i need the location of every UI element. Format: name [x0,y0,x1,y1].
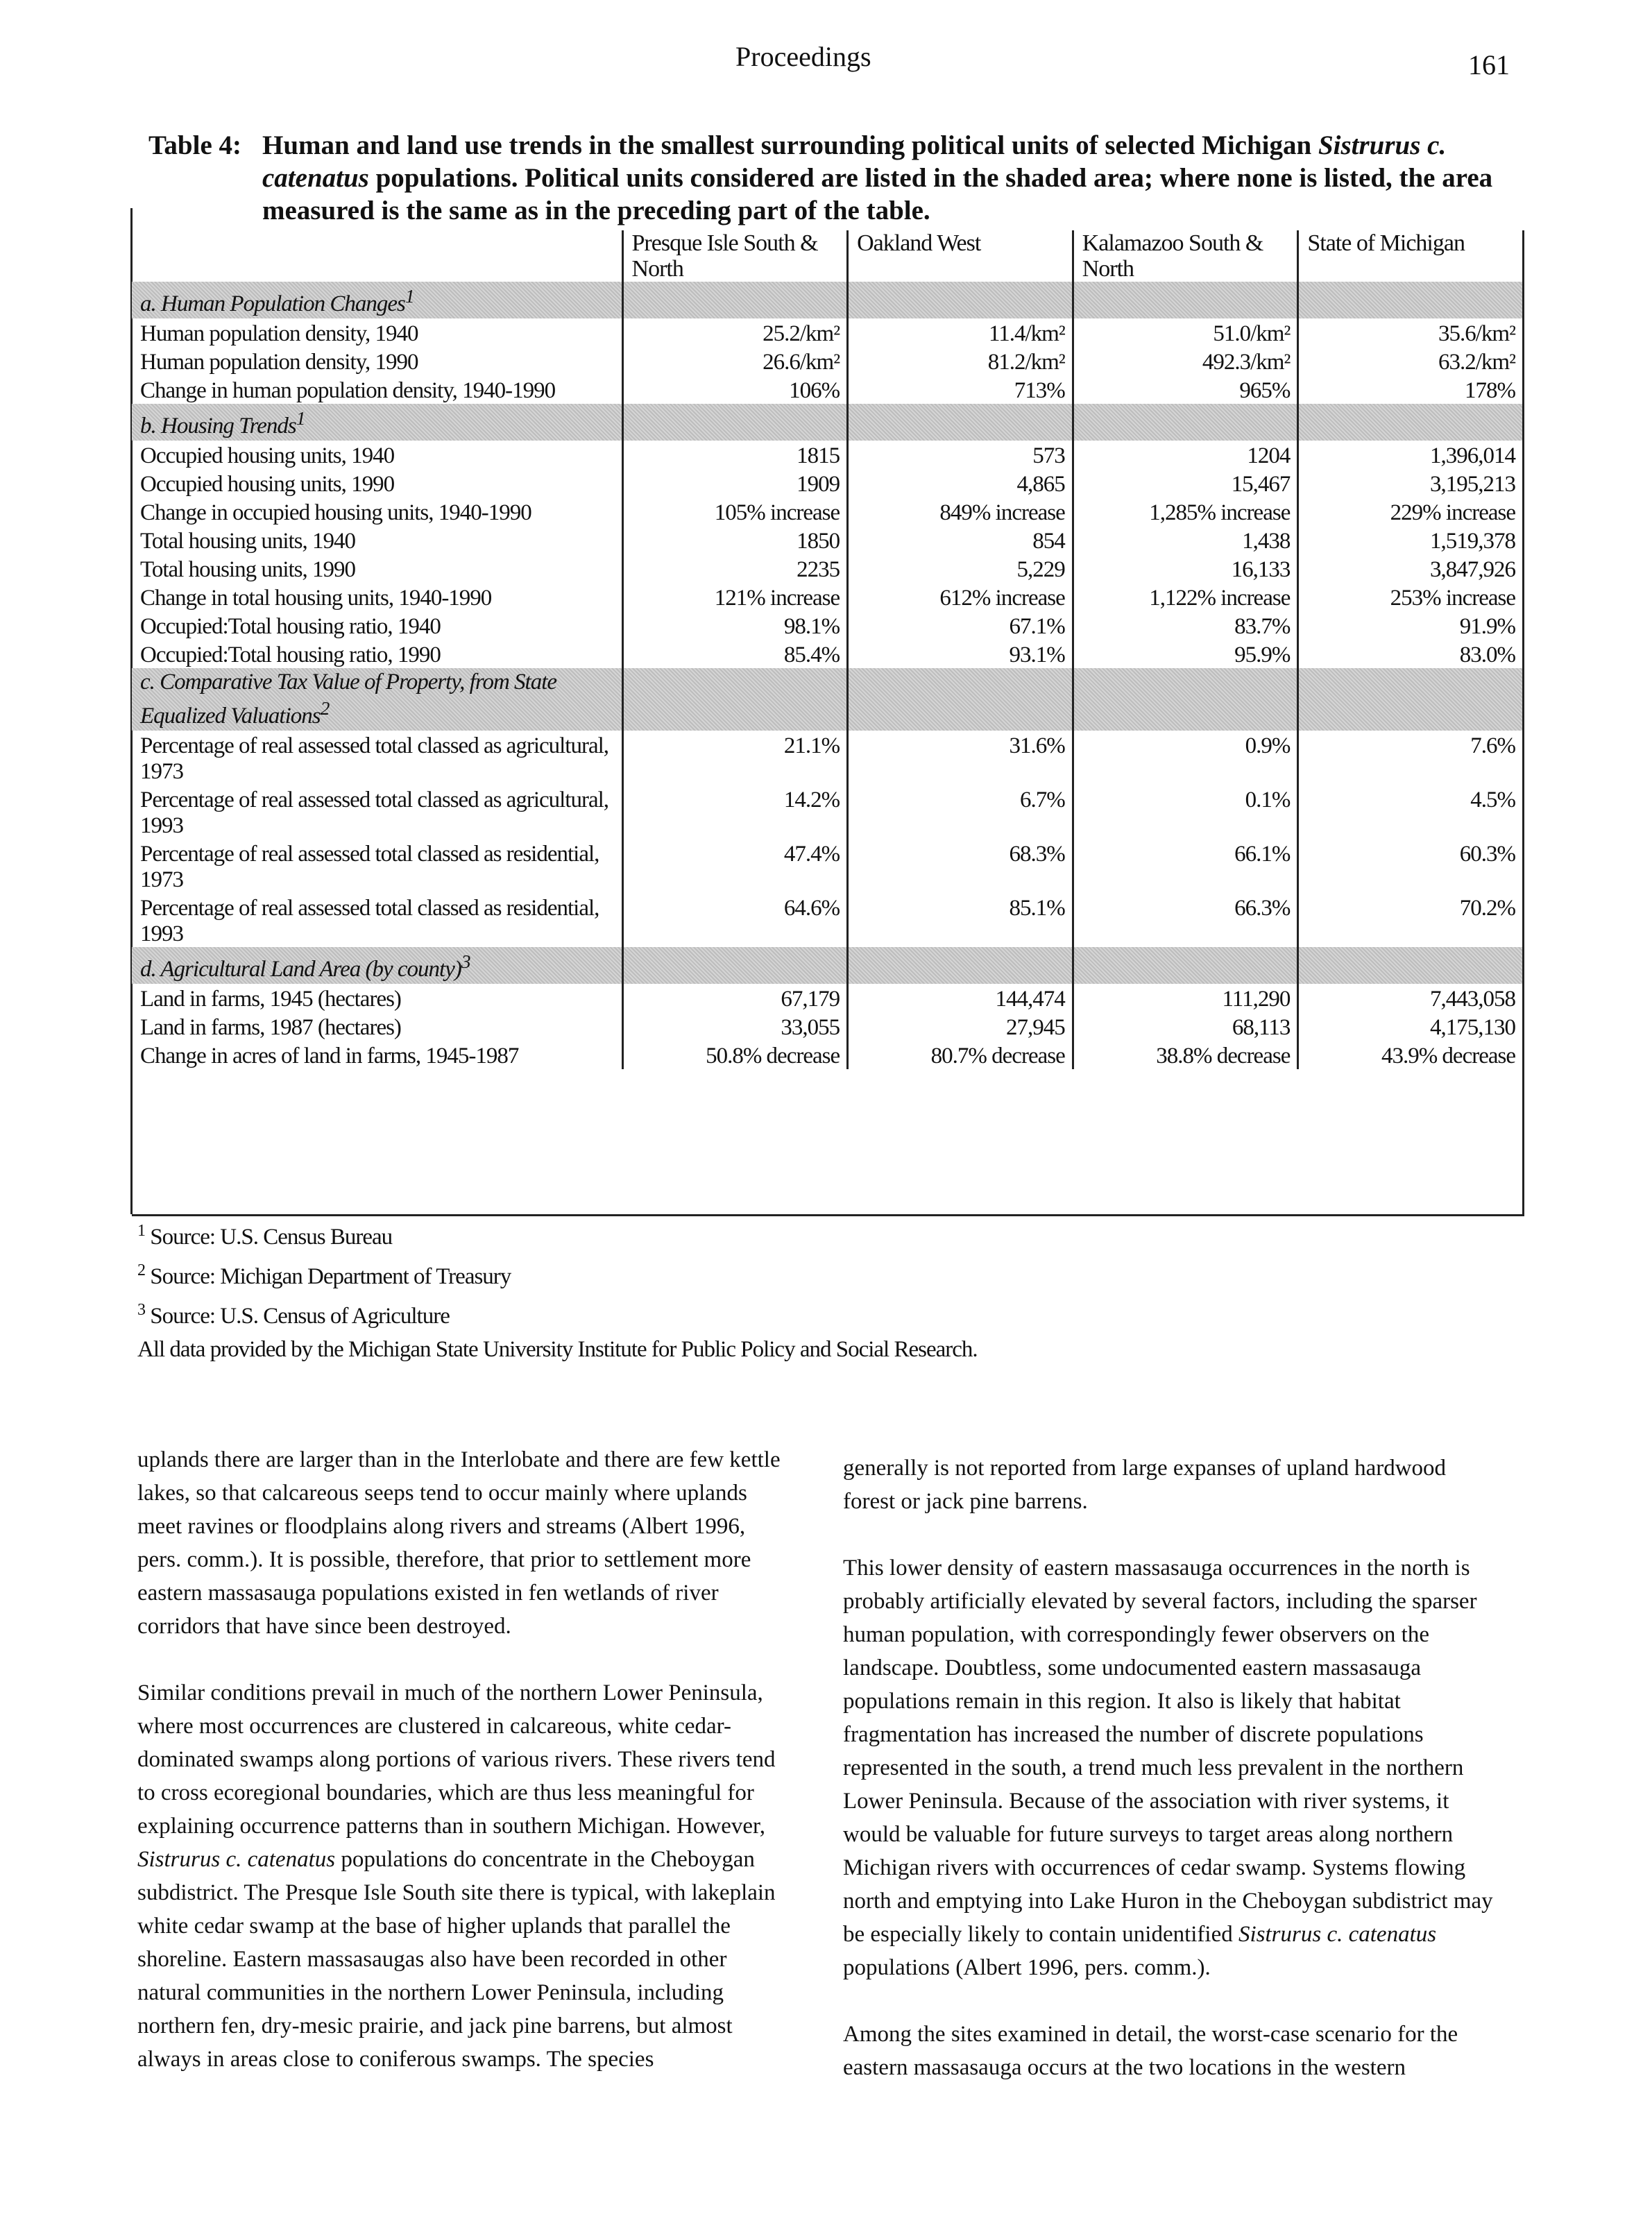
row-label: Change in occupied housing units, 1940-1990 [140,500,531,525]
table-cell: 0.9% [1073,731,1298,785]
row-label: Change in human population density, 1940-1990 [140,378,556,403]
table-cell: 38.8% decrease [1073,1041,1298,1069]
table-cell: 573 [848,441,1073,469]
table-cell: 63.2/km² [1298,347,1522,375]
footnote [137,1333,978,1366]
paragraph-text: Among the sites examined in detail, the worst-case scenario for the eastern massasauga occurs at the two locations in the western [843,2022,1458,2080]
paragraph-text: This lower density of eastern massasauga occurrences in the north is probably artificially elevated by several factors, including the sparser human population, with correspondingly fewer observers on the landscape. Doubtless, some undocumented eastern massasauga populations remain in this region. It also is likely that habitat fragmentation has increased the number of discrete populations represented in the south, a trend much less prevalent in the northern Lower Peninsula. Because of the association with river systems, it would be valuable for future surveys to target areas along northern Michigan rivers with occurrences of cedar swamp. Systems flowing north and emptying into Lake Huron in the Cheboygan subdistrict may be especially likely to contain unidentified [843,1556,1493,1947]
table-row [132,469,1522,497]
table-row [132,347,1522,375]
table-cell: 68,113 [1073,1012,1298,1041]
section-blank-cell [622,404,848,441]
section-blank-cell [622,668,848,731]
table-row [132,611,1522,640]
table-cell: 253% increase [1298,583,1522,611]
table-cell: 965% [1073,375,1298,404]
table-cell: 4,865 [848,469,1073,497]
table-cell: 854 [848,526,1073,554]
row-label: Human population density, 1940 [140,321,418,346]
table-cell: 1,285% increase [1073,497,1298,526]
section-blank-cell [848,947,1073,984]
table-cell: 7.6% [1298,731,1522,785]
footnote-text: Source: U.S. Census Bureau [145,1225,393,1250]
table-cell: 612% increase [848,583,1073,611]
table-cell: 4,175,130 [1298,1012,1522,1041]
table-row [132,893,1522,947]
row-label: Total housing units, 1940 [140,529,356,554]
footnote-text: Source: Michigan Department of Treasury [145,1264,511,1289]
body-column-right [843,1451,1495,2118]
table-cell: 25.2/km² [622,318,848,347]
section-blank-cell [1073,668,1298,731]
table-cell: 105% increase [622,497,848,526]
footnote [137,1214,978,1254]
running-head: Proceedings [735,41,871,72]
row-label: Occupied housing units, 1990 [140,472,395,497]
table-cell: 43.9% decrease [1298,1041,1522,1069]
table-cell: 5,229 [848,554,1073,583]
table-cell: 26.6/km² [622,347,848,375]
table-row [132,1012,1522,1041]
table-cell: 492.3/km² [1073,347,1298,375]
row-label: Occupied housing units, 1940 [140,443,395,468]
column-header: State of Michigan [1298,230,1522,282]
caption-text-before: Human and land use trends in the smallest surrounding political units of selected Michigan [262,130,1318,160]
paragraph-text: generally is not reported from large expanses of upland hardwood forest or jack pine barrens. [843,1456,1447,1514]
caption-text [262,129,1515,227]
section-title [132,282,622,318]
table-cell: 47.4% [622,839,848,893]
table-cell: 66.3% [1073,893,1298,947]
footnote [137,1254,978,1293]
row-label: Percentage of real assessed total classed as residential, 1993 [140,896,599,946]
table-cell: 1850 [622,526,848,554]
species-name: Sistrurus c. catenatus [137,1847,336,1872]
section-row [132,282,1522,318]
column-header-blank [132,230,622,282]
table-cell: 14.2% [622,785,848,839]
section-row [132,404,1522,441]
section-blank-cell [1073,947,1298,984]
caption-text-after: populations. Political units considered are listed in the shaded area; where none is listed, the area measured is the same as in the preceding part of the table. [262,163,1493,225]
table-cell: 85.4% [622,640,848,668]
section-title-text: d. Agricultural Land Area (by county) [140,957,461,982]
paragraph [137,1443,790,1643]
table-cell: 121% increase [622,583,848,611]
section-footnote-mark: 1 [296,407,305,429]
footnote-text: All data provided by the Michigan State University Institute for Public Policy and Social Research. [137,1337,978,1362]
section-title-text: b. Housing Trends [140,414,296,438]
section-title-text: a. Human Population Changes [140,291,405,316]
table-cell: 3,195,213 [1298,469,1522,497]
paragraph [843,1551,1495,1984]
table-cell: 68.3% [848,839,1073,893]
section-row [132,947,1522,984]
table-row [132,526,1522,554]
table-cell: 83.7% [1073,611,1298,640]
section-title [132,404,622,441]
section-blank-cell [1298,668,1522,731]
table-cell: 31.6% [848,731,1073,785]
table-cell: 91.9% [1298,611,1522,640]
table-row [132,554,1522,583]
table-cell: 1909 [622,469,848,497]
table-row [132,839,1522,893]
table-cell: 11.4/km² [848,318,1073,347]
footnote-mark: 2 [137,1261,145,1279]
row-label: Percentage of real assessed total classed as agricultural, 1993 [140,787,609,838]
row-label: Occupied:Total housing ratio, 1940 [140,614,441,639]
table-row [132,984,1522,1012]
table-cell: 0.1% [1073,785,1298,839]
section-blank-cell [1073,282,1298,318]
section-blank-cell [1298,404,1522,441]
table-cell: 67.1% [848,611,1073,640]
footnote-text: Source: U.S. Census of Agriculture [145,1304,450,1329]
row-label: Change in total housing units, 1940-1990 [140,586,492,611]
table-cell: 849% increase [848,497,1073,526]
section-title [132,947,622,984]
section-blank-cell [1073,404,1298,441]
table-cell: 111,290 [1073,984,1298,1012]
paragraph-text: populations (Albert 1996, pers. comm.). [843,1955,1211,1980]
table-cell: 64.6% [622,893,848,947]
paragraph [843,1451,1495,1518]
table-row [132,731,1522,785]
table-cell: 80.7% decrease [848,1041,1073,1069]
table-cell: 60.3% [1298,839,1522,893]
footnote [137,1293,978,1333]
table-cell: 229% increase [1298,497,1522,526]
table-cell: 2235 [622,554,848,583]
table-cell: 1815 [622,441,848,469]
table-cell: 178% [1298,375,1522,404]
section-blank-cell [1298,947,1522,984]
caption-species: Sistrurus c. catenatus [262,130,1447,193]
table-cell: 4.5% [1298,785,1522,839]
table-row [132,640,1522,668]
section-blank-cell [622,947,848,984]
row-label: Human population density, 1990 [140,350,418,375]
table-footnotes [137,1214,978,1366]
row-label: Land in farms, 1945 (hectares) [140,987,401,1012]
table-cell: 144,474 [848,984,1073,1012]
row-label: Percentage of real assessed total classed as residential, 1973 [140,842,599,892]
table-caption [148,129,1515,227]
section-title-text: c. Comparative Tax Value of Property, from State Equalized Valuations [140,670,557,729]
table-cell: 85.1% [848,893,1073,947]
column-header: Presque Isle South & North [622,230,848,282]
table-cell: 6.7% [848,785,1073,839]
species-name: Sistrurus c. catenatus [1238,1922,1437,1947]
row-label: Total housing units, 1990 [140,557,356,582]
table-cell: 713% [848,375,1073,404]
section-blank-cell [848,668,1073,731]
table-cell: 70.2% [1298,893,1522,947]
table-cell: 98.1% [622,611,848,640]
table-cell: 66.1% [1073,839,1298,893]
section-blank-cell [848,282,1073,318]
section-footnote-mark: 1 [405,285,414,307]
table-cell: 67,179 [622,984,848,1012]
table-row [132,375,1522,404]
section-blank-cell [622,282,848,318]
table-cell: 35.6/km² [1298,318,1522,347]
data-table [132,230,1522,1069]
section-row [132,668,1522,731]
section-blank-cell [848,404,1073,441]
table-cell: 50.8% decrease [622,1041,848,1069]
paragraph-text: populations do concentrate in the Cheboygan subdistrict. The Presque Isle South site there is typical, with lakeplain white cedar swamp at the base of higher uplands that parallel the shoreline. Eastern massasaugas also have been recorded in other natural communities in the northern Lower Peninsula, including northern fen, dry-mesic prairie, and jack pine barrens, but almost always in areas close to coniferous swamps. The species [137,1847,776,2072]
table-cell: 7,443,058 [1298,984,1522,1012]
body-column-left [137,1443,790,2109]
table-cell: 1,396,014 [1298,441,1522,469]
row-label: Percentage of real assessed total classed as agricultural, 1973 [140,733,609,784]
table-cell: 81.2/km² [848,347,1073,375]
table-cell: 1,122% increase [1073,583,1298,611]
footnote-mark: 3 [137,1301,145,1319]
section-footnote-mark: 2 [320,697,330,719]
paragraph-text: Similar conditions prevail in much of the northern Lower Peninsula, where most occurrences are clustered in calcareous, white cedar-dominated swamps along portions of various rivers. These rivers tend to cross ecoregional boundaries, which are thus less meaningful for explaining occurrence patterns than in southern Michigan. However, [137,1680,776,1839]
table-row [132,785,1522,839]
table-cell: 27,945 [848,1012,1073,1041]
section-footnote-mark: 3 [461,951,470,972]
row-label: Land in farms, 1987 (hectares) [140,1015,401,1040]
table-cell: 51.0/km² [1073,318,1298,347]
page-number: 161 [1468,49,1510,80]
table-cell: 93.1% [848,640,1073,668]
paragraph [843,2018,1495,2084]
table-row [132,583,1522,611]
table-cell: 3,847,926 [1298,554,1522,583]
section-blank-cell [1298,282,1522,318]
table-row [132,441,1522,469]
table-cell: 16,133 [1073,554,1298,583]
table-label: Table 4: [148,130,242,160]
column-header: Oakland West [848,230,1073,282]
table-cell: 95.9% [1073,640,1298,668]
row-label: Change in acres of land in farms, 1945-1987 [140,1044,519,1068]
table-cell: 106% [622,375,848,404]
table-cell: 1,519,378 [1298,526,1522,554]
table-cell: 1204 [1073,441,1298,469]
section-title [132,668,622,731]
paragraph [137,1676,790,2076]
table-row [132,318,1522,347]
row-label: Occupied:Total housing ratio, 1990 [140,642,441,667]
table-cell: 15,467 [1073,469,1298,497]
table-cell: 1,438 [1073,526,1298,554]
table-cell: 21.1% [622,731,848,785]
paragraph-text: uplands there are larger than in the Interlobate and there are few kettle lakes, so that calcareous seeps tend to occur mainly where uplands meet ravines or floodplains along rivers and streams (Albert 1996, pers. comm.). It is possible, therefore, that prior to settlement more eastern massasauga populations existed in fen wetlands of river corridors that have since been destroyed. [137,1447,781,1639]
table-cell: 83.0% [1298,640,1522,668]
footnote-mark: 1 [137,1222,145,1240]
table-cell: 33,055 [622,1012,848,1041]
table-row [132,497,1522,526]
table-row [132,1041,1522,1069]
column-header: Kalamazoo South & North [1073,230,1298,282]
